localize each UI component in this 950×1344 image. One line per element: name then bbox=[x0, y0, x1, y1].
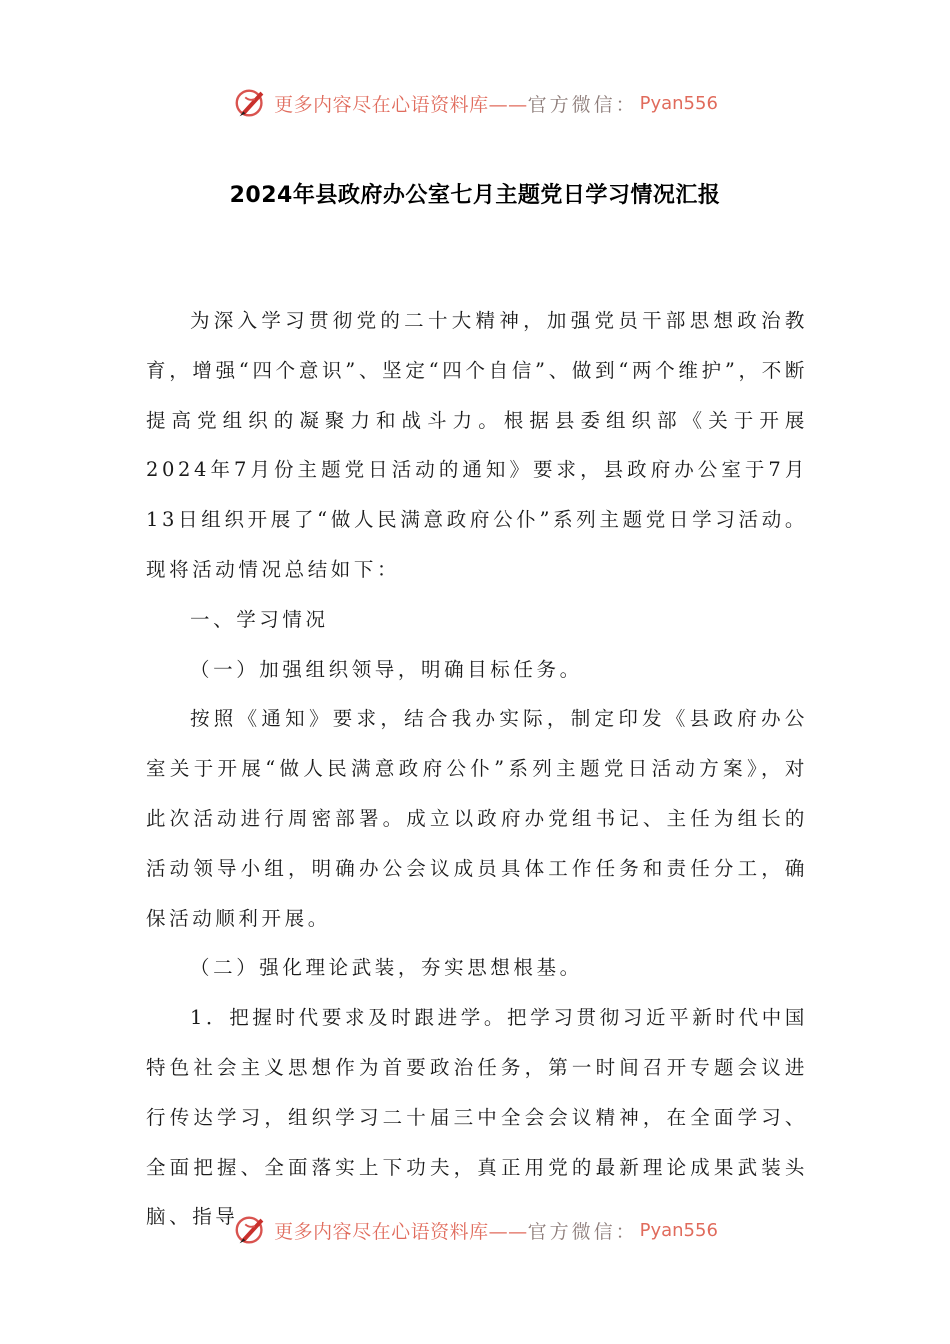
document-body bbox=[146, 296, 808, 1242]
banner-text: 更多内容尽在心语资料库—— bbox=[274, 1220, 528, 1243]
section-heading-1: 一、学习情况 bbox=[190, 607, 329, 631]
paragraph-organization: 按照《通知》要求，结合我办实际，制定印发《县政府办公室关于开展“做人民满意政府公仆”系列主题党日活动方案》，对此次活动进行周密部署。成立以政府办党组书记、主任为组长的活动领导小组，明确办公会议成员具体工作任务和责任分工，确保活动顺利开展。 bbox=[146, 707, 808, 930]
banner-wechat-label: 官方微信： bbox=[527, 1220, 638, 1243]
pen-logo-icon bbox=[232, 1211, 270, 1249]
pen-logo-icon bbox=[232, 84, 270, 122]
intro-paragraph: 为深入学习贯彻党的二十大精神，加强党员干部思想政治教育，增强“四个意识”、坚定“四个自信”、做到“两个维护”，不断提高党组织的凝聚力和战斗力。根据县委组织部《关于开展2024年7月份主题党日活动的通知》要求，县政府办公室于7月13日组织开展了“做人民满意政府公仆”系列主题党日学习活动。现将活动情况总结如下： bbox=[146, 309, 808, 581]
subsection-heading-1: （一）加强组织领导，明确目标任务。 bbox=[190, 657, 583, 681]
header-watermark-banner bbox=[0, 83, 950, 123]
subsection-heading-2: （二）强化理论武装，夯实思想根基。 bbox=[190, 956, 583, 980]
footer-watermark-banner bbox=[0, 1210, 950, 1250]
banner-text: 更多内容尽在心语资料库—— bbox=[274, 93, 528, 116]
document-title: 2024年县政府办公室七月主题党日学习情况汇报 bbox=[229, 183, 721, 208]
banner-wechat-id: Pyan556 bbox=[639, 92, 718, 114]
banner-wechat-label: 官方微信： bbox=[527, 93, 638, 116]
paragraph-study-item-1: 1．把握时代要求及时跟进学。把学习贯彻习近平新时代中国特色社会主义思想作为首要政治任务，第一时间召开专题会议进行传达学习，组织学习二十届三中全会会议精神，在全面学习、全面把握、全面落实上下功夫，真正用党的最新理论成果武装头脑、指导 bbox=[146, 1006, 808, 1229]
banner-wechat-id: Pyan556 bbox=[639, 1219, 718, 1241]
